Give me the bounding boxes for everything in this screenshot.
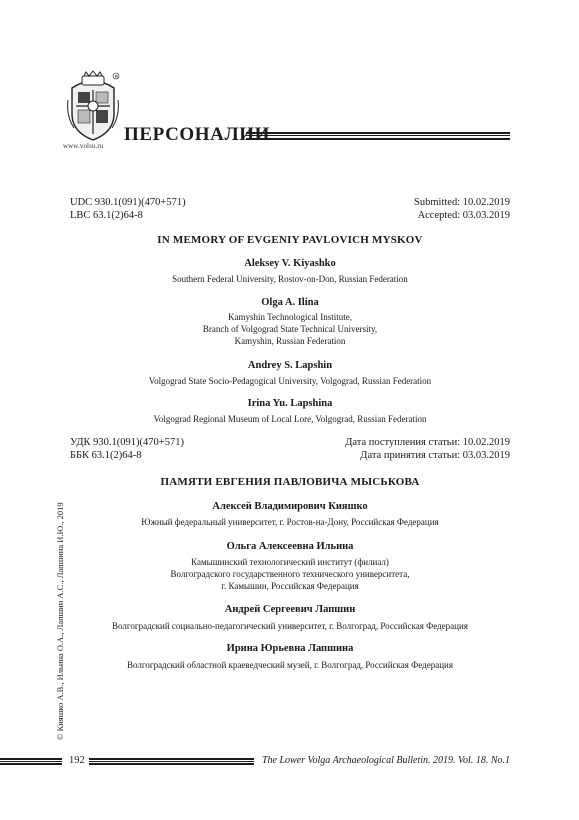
accepted-date-en: Accepted: 03.03.2019 — [417, 210, 510, 221]
author-affiliation-ru: Волгоградского государственного технического университета, — [170, 569, 410, 579]
author-name-ru: Ольга Алексеевна Ильина — [226, 541, 354, 552]
journal-citation: The Lower Volga Archaeological Bulletin. 2019. Vol. 18. No.1 — [261, 755, 510, 766]
author-affiliation-en: Southern Federal University, Rostov-on-Don, Russian Federation — [172, 274, 408, 284]
university-crest-logo — [64, 70, 122, 142]
author-name-en: Olga A. Ilina — [261, 297, 319, 308]
author-affiliation-ru: г. Камышин, Российская Федерация — [221, 581, 359, 591]
submitted-date-ru: Дата поступления статьи: 10.02.2019 — [345, 437, 510, 448]
author-name-ru: Андрей Сергеевич Лапшин — [224, 604, 356, 615]
author-name-ru: Ирина Юрьевна Лапшина — [226, 643, 354, 654]
author-affiliation-ru: Камышинский технологический институт (филиал) — [191, 557, 389, 567]
author-name-en: Irina Yu. Lapshina — [247, 398, 333, 409]
submitted-date-en: Submitted: 10.02.2019 — [414, 197, 510, 208]
accepted-date-ru: Дата принятия статьи: 03.03.2019 — [360, 450, 510, 461]
article-title-en: IN MEMORY OF EVGENIY PAVLOVICH MYSKOV — [157, 234, 423, 246]
author-name-en: Andrey S. Lapshin — [247, 360, 333, 371]
author-affiliation-en: Kamyshin, Russian Federation — [234, 336, 346, 346]
copyright-notice: © Кияшко А.В., Ильина О.А., Лапшин А.С., Лапшина И.Ю., 2019 — [55, 502, 65, 740]
footer-rule-middle — [89, 758, 254, 765]
author-affiliation-ru: Южный федеральный университет, г. Ростов-на-Дону, Российская Федерация — [141, 517, 439, 527]
lbc-code-ru: ББК 63.1(2)64-8 — [70, 450, 142, 461]
section-title: ПЕРСОНАЛИИ — [124, 124, 271, 145]
section-title-rule — [246, 132, 510, 140]
author-affiliation-en: Branch of Volgograd State Technical University, — [202, 324, 378, 334]
footer-rule-left — [0, 758, 62, 765]
author-affiliation-ru: Волгоградский социально-педагогический университет, г. Волгоград, Российская Федерация — [112, 621, 468, 631]
udc-code-ru: УДК 930.1(091)(470+571) — [70, 437, 184, 448]
author-affiliation-en: Volgograd Regional Museum of Local Lore, Volgograd, Russian Federation — [153, 414, 427, 424]
author-affiliation-ru: Волгоградский областной краеведческий музей, г. Волгоград, Российская Федерация — [127, 660, 453, 670]
svg-text:R: R — [114, 74, 118, 79]
article-title-ru: ПАМЯТИ ЕВГЕНИЯ ПАВЛОВИЧА МЫСЬКОВА — [160, 476, 420, 488]
logo-website-url: www.volsu.ru — [63, 142, 104, 150]
page-number: 192 — [69, 755, 85, 766]
author-affiliation-en: Kamyshin Technological Institute, — [228, 312, 352, 322]
author-name-en: Aleksey V. Kiyashko — [244, 258, 336, 269]
udc-code-en: UDC 930.1(091)(470+571) — [70, 197, 186, 208]
lbc-code-en: LBC 63.1(2)64-8 — [70, 210, 143, 221]
author-name-ru: Алексей Владимирович Кияшко — [212, 501, 368, 512]
author-affiliation-en: Volgograd State Socio-Pedagogical University, Volgograd, Russian Federation — [148, 376, 432, 386]
